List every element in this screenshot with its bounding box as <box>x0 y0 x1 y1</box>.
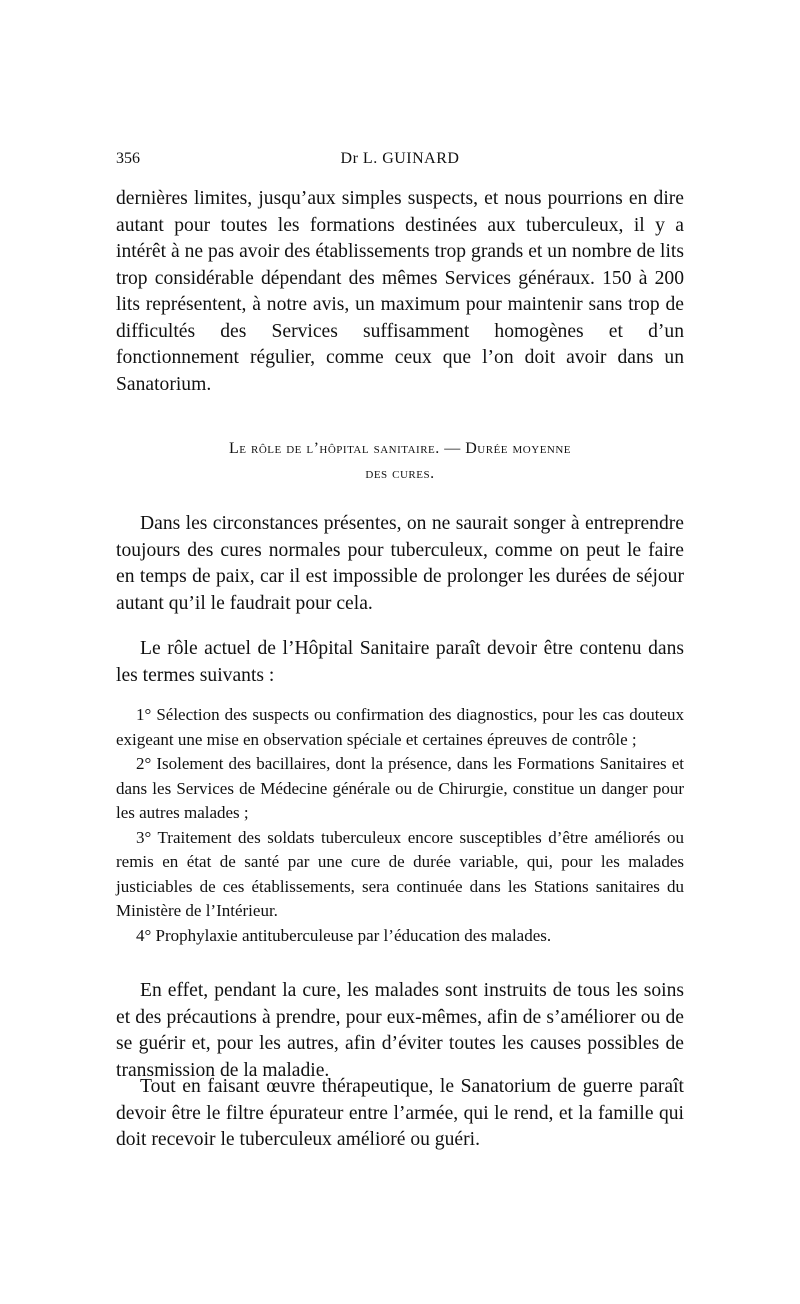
page-number: 356 <box>116 150 140 167</box>
running-head <box>116 150 684 172</box>
continued-paragraph: dernières limites, jusqu’aux simples suspects, et nous pourrions en dire autant pour toutes les formations destinées aux tuberculeux, il y a intérêt à ne pas avoir des établissements trop grands et un nombre de lits trop considérable dépendant des mêmes Services généraux. 150 à 200 lits représentent, à notre avis, un maximum pour maintenir sans trop de difficultés des Services suffisamment homogènes et d’un fonctionnement régulier, comme ceux que l’on doit avoir dans un Sanatorium. <box>116 188 684 395</box>
numbered-list <box>116 703 684 948</box>
section-heading-line-2: des cures. <box>365 465 435 482</box>
section-heading-line-1: Le rôle de l’hôpital sanitaire. — Durée moyenne <box>228 440 572 457</box>
intro-paragraph: Le rôle actuel de l’Hôpital Sanitaire paraît devoir être contenu dans les termes suivants : <box>116 638 684 686</box>
list-item: 2° Isolement des bacillaires, dont la présence, dans les Formations Sanitaires et dans les Services de Médecine générale ou de Chirurgie, constitue un danger pour les autres malades ; <box>116 754 684 822</box>
closing-paragraph: En effet, pendant la cure, les malades sont instruits de tous les soins et des précautions à prendre, pour eux-mêmes, afin de s’améliorer ou de se guérir et, pour les autres, afin d’éviter toutes les causes possibles de transmission de la maladie. <box>116 980 684 1081</box>
closing-paragraph: Tout en faisant œuvre thérapeutique, le Sanatorium de guerre paraît devoir être le filtre épurateur entre l’armée, qui le rend, et la famille qui doit recevoir le tuberculeux amélioré ou guéri. <box>116 1076 684 1150</box>
list-item: 4° Prophylaxie antituberculeuse par l’éducation des malades. <box>136 925 552 945</box>
author-running-title: Dr L. GUINARD <box>340 150 460 167</box>
intro-paragraph: Dans les circonstances présentes, on ne saurait songer à entreprendre toujours des cures normales pour tuberculeux, comme on peut le faire en temps de paix, car il est impossible de prolonger les durées de séjour autant qu’il le faudrait pour cela. <box>116 513 684 614</box>
list-item: 1° Sélection des suspects ou confirmation des diagnostics, pour les cas douteux exigeant une mise en observation spéciale et certaines épreuves de contrôle ; <box>116 705 684 749</box>
list-item: 3° Traitement des soldats tuberculeux encore susceptibles d’être améliorés ou remis en état de santé par une cure de durée variable, qui, pour les malades justiciables de ces établissements, sera continuée dans les Stations sanitaires du Ministère de l’Intérieur. <box>116 827 684 920</box>
